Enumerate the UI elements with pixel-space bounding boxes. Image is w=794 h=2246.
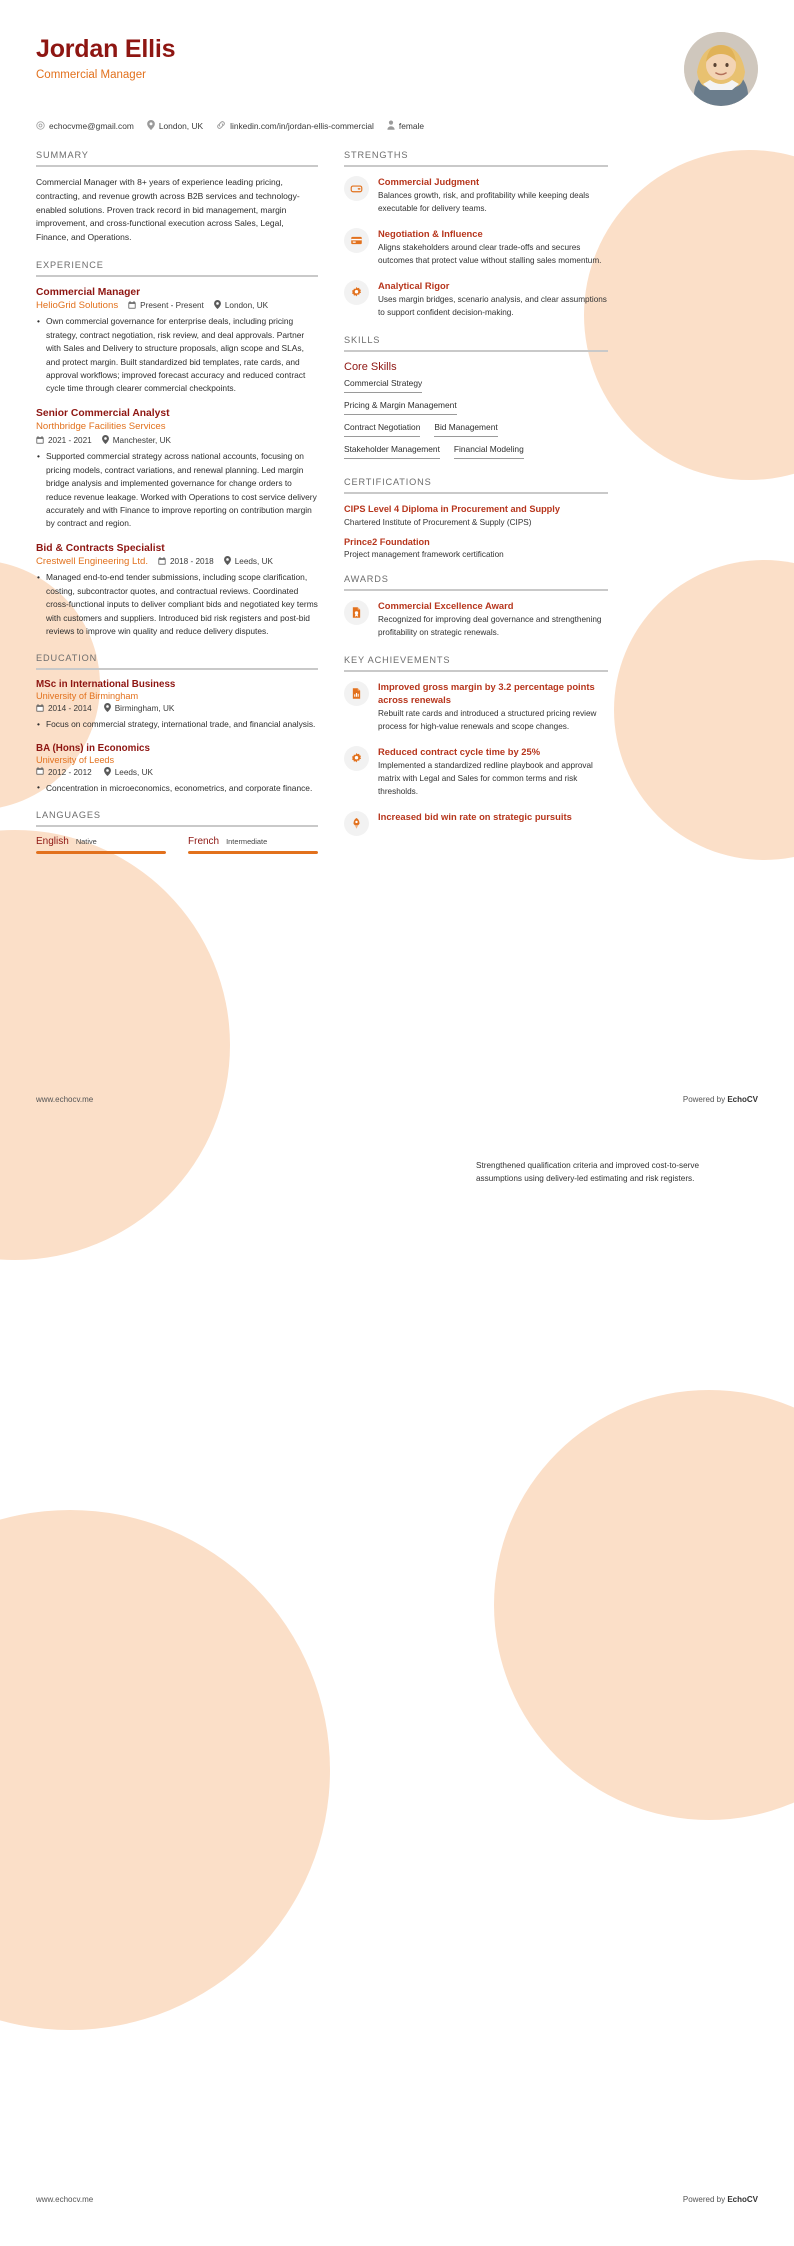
footer-site[interactable]: www.echocv.me (36, 2195, 94, 2204)
job-bullets (36, 450, 318, 531)
certification-org: Project management framework certification (344, 550, 504, 560)
avatar (684, 32, 758, 106)
job-location: London, UK (214, 300, 268, 311)
education-degree: BA (Hons) in Economics (36, 742, 150, 754)
skill-tag: Pricing & Margin Management (344, 400, 457, 415)
wallet-icon (344, 176, 369, 201)
certification-name: CIPS Level 4 Diploma in Procurement and Supply (344, 504, 560, 515)
skill-tag: Bid Management (434, 422, 497, 437)
section-experience (36, 260, 318, 639)
chart-file-icon (344, 681, 369, 706)
strength-title: Negotiation & Influence (378, 228, 483, 240)
divider (344, 350, 608, 352)
location-icon (214, 300, 221, 311)
job-location: Leeds, UK (224, 556, 273, 567)
list-item: • Own commercial governance for enterprise deals, including pricing strategy, contract negotiation, risk review, and deal approvals. Partner with Sales and Delivery to structure proposals, align scope and SLAs, and protect margin. Built standardized bid templates, rate cards, and approval workflows; improved forecast accuracy and reduced contract cycle time through clearer commercial checkpoints. (36, 315, 318, 396)
skill-row (344, 378, 608, 396)
contact-bar (0, 106, 794, 132)
location-icon (147, 120, 155, 132)
contact-email[interactable] (36, 121, 134, 132)
achievement-title: Improved gross margin by 3.2 percentage points across renewals (378, 681, 595, 705)
divider (344, 589, 608, 591)
strength-desc: Balances growth, risk, and profitability while keeping deals executable for delivery teams. (378, 191, 590, 214)
section-title-languages: LANGUAGES (36, 810, 101, 821)
decorative-blob (494, 1390, 794, 1820)
education-bullets (36, 718, 318, 731)
job-company: Crestwell Engineering Ltd. (36, 556, 148, 568)
award-icon (344, 600, 369, 625)
section-skills (344, 335, 608, 462)
education-bullets (36, 782, 318, 795)
achievement-title: Reduced contract cycle time by 25% (378, 745, 541, 757)
list-item: • Supported commercial strategy across national accounts, focusing on pricing models, contract variations, and renewal planning. Led margin bridge analysis and implemented governance for change orders to reduce revenue leakage. Worked with Operations to cost service delivery accurately and with Finance to improve reporting on contribution margin by contract and region. (36, 450, 318, 531)
education-degree: MSc in International Business (36, 679, 176, 691)
experience-item (36, 286, 318, 396)
section-title-summary: SUMMARY (36, 150, 89, 160)
contact-gender (387, 120, 424, 132)
certification-name: Prince2 Foundation (344, 536, 430, 547)
job-company: HelioGrid Solutions (36, 300, 119, 312)
person-icon (387, 120, 395, 132)
achievement-item (344, 746, 608, 799)
language-progress-fill (36, 851, 166, 853)
achievement-title: Increased bid win rate on strategic pursuits (378, 810, 572, 822)
section-title-awards: AWARDS (344, 574, 389, 585)
contact-linkedin-text: linkedin.com/in/jordan-ellis-commercial (230, 121, 374, 131)
section-languages (36, 810, 318, 853)
strength-desc: Uses margin bridges, scenario analysis, and clear assumptions to support confident decision-making. (378, 295, 607, 318)
education-school: University of Birmingham (36, 691, 139, 702)
divider (36, 825, 318, 827)
resume-header (0, 0, 794, 106)
calendar-icon (36, 704, 44, 714)
skill-row (344, 400, 608, 418)
contact-location (147, 120, 203, 132)
education-item (36, 743, 318, 795)
divider (344, 670, 608, 672)
section-summary (36, 150, 318, 245)
page-footer (36, 2195, 758, 2204)
left-column (36, 150, 318, 869)
achievement-overflow-text: Strengthened qualification criteria and improved cost-to-serve assumptions using delivery-led estimating and risk registers. (476, 1161, 699, 1183)
decorative-blob (0, 1510, 330, 2030)
calendar-icon (36, 436, 44, 446)
contact-location-text: London, UK (158, 121, 204, 131)
contact-linkedin[interactable] (216, 120, 374, 132)
section-certifications (344, 477, 608, 559)
section-title-skills: SKILLS (344, 335, 381, 346)
job-company: Northbridge Facilities Services (36, 421, 166, 433)
award-item (344, 600, 608, 640)
rocket-icon (344, 811, 369, 836)
achievement-desc: Implemented a standardized redline playbook and approval matrix with Legal and Sales for common terms and risk thresholds. (378, 760, 593, 796)
certification-org: Chartered Institute of Procurement & Supply (CIPS) (344, 517, 532, 527)
section-title-certifications: CERTIFICATIONS (344, 477, 432, 488)
footer-powered: Powered by EchoCV (682, 1095, 758, 1104)
job-title: Senior Commercial Analyst (36, 407, 170, 419)
education-location: Leeds, UK (104, 767, 153, 778)
job-dates: Present - Present (128, 301, 204, 311)
page-footer (36, 1095, 758, 1104)
gear-icon (344, 746, 369, 771)
summary-text: Commercial Manager with 8+ years of experience leading pricing, contracting, and revenue growth across B2B services and technology-enabled solutions. Proven track record in bid management, margin improvement, and cross-functional execution across Sales, Legal, Finance, and Operations. (36, 177, 300, 243)
job-title: Bid & Contracts Specialist (36, 542, 165, 554)
location-icon (102, 435, 109, 446)
page-title: Jordan Ellis (36, 35, 176, 63)
card-icon (344, 228, 369, 253)
education-dates: 2012 - 2012 (36, 767, 92, 777)
job-bullets (36, 315, 318, 396)
job-bullets (36, 571, 318, 638)
skill-group-title: Core Skills (344, 361, 397, 374)
section-awards (344, 574, 608, 640)
link-icon (216, 120, 226, 132)
strength-desc: Aligns stakeholders around clear trade-offs and secures outcomes that protect value without stalling sales momentum. (378, 243, 602, 266)
calendar-icon (36, 767, 44, 777)
experience-item (36, 407, 318, 531)
job-dates: 2021 - 2021 (36, 436, 92, 446)
achievement-desc: Rebuilt rate cards and introduced a structured pricing review process for high-value renewals and scope changes. (378, 708, 597, 731)
contact-email-text: echocvme@gmail.com (49, 121, 134, 131)
language-progress-fill (188, 851, 318, 853)
gear-icon (344, 280, 369, 305)
section-strengths (344, 150, 608, 320)
job-dates: 2018 - 2018 (158, 557, 214, 567)
header-role: Commercial Manager (36, 68, 146, 81)
section-education (36, 653, 318, 795)
calendar-icon (128, 301, 136, 311)
decorative-blob (0, 830, 230, 1260)
language-progress-bar (188, 851, 318, 853)
achievement-item (344, 681, 608, 733)
skill-row (344, 422, 608, 440)
award-title: Commercial Excellence Award (378, 600, 514, 612)
footer-brand: EchoCV (727, 1095, 758, 1104)
section-title-experience: EXPERIENCE (36, 259, 104, 270)
footer-powered: Powered by EchoCV (682, 2195, 758, 2204)
language-item (36, 836, 166, 853)
education-dates: 2014 - 2014 (36, 704, 92, 714)
list-item: • Managed end-to-end tender submissions, including scope clarification, costing, subcontractor quotes, and contractual reviews. Coordinated cross-functional inputs to deliver compliant bids and negotiated key terms with customers and suppliers. Introduced bid risk registers and post-bid reviews to improve win quality and reduce delivery disputes. (36, 571, 318, 638)
job-location: Manchester, UK (102, 435, 171, 446)
skill-tag: Commercial Strategy (344, 378, 422, 393)
list-item: • Focus on commercial strategy, international trade, and financial analysis. (36, 718, 318, 731)
strength-item (344, 176, 608, 216)
footer-site[interactable]: www.echocv.me (36, 1095, 94, 1104)
education-item (36, 679, 318, 731)
certification-item (344, 503, 608, 526)
divider (344, 165, 608, 167)
language-item (188, 836, 318, 853)
section-title-strengths: STRENGTHS (344, 150, 409, 160)
footer-brand: EchoCV (727, 2195, 758, 2204)
certification-item (344, 536, 608, 559)
location-icon (104, 703, 111, 714)
language-level: Intermediate (226, 837, 268, 847)
skill-tag: Contract Negotiation (344, 422, 420, 437)
language-progress-bar (36, 851, 166, 853)
skill-tag: Financial Modeling (454, 444, 524, 459)
strength-title: Commercial Judgment (378, 176, 480, 187)
strength-title: Analytical Rigor (378, 280, 450, 292)
list-item: • Concentration in microeconomics, econometrics, and corporate finance. (36, 782, 318, 795)
calendar-icon (158, 557, 166, 567)
location-icon (224, 556, 231, 567)
section-achievements (344, 655, 608, 835)
education-location: Birmingham, UK (104, 703, 175, 714)
language-level: Native (75, 837, 97, 847)
strength-item (344, 280, 608, 320)
divider (36, 165, 318, 167)
section-title-education: EDUCATION (36, 653, 98, 664)
job-title: Commercial Manager (36, 286, 141, 298)
achievement-item (344, 811, 608, 836)
education-school: University of Leeds (36, 754, 115, 765)
skill-tag: Stakeholder Management (344, 444, 440, 459)
contact-gender-text: female (398, 121, 425, 131)
divider (36, 668, 318, 670)
email-icon (36, 121, 45, 132)
strength-item (344, 228, 608, 268)
language-name: French (188, 836, 220, 848)
award-desc: Recognized for improving deal governance and strengthening profitability on strategic renewals. (378, 615, 602, 638)
location-icon (104, 767, 111, 778)
right-column (344, 150, 608, 851)
experience-item (36, 542, 318, 639)
language-name: English (36, 836, 69, 848)
divider (36, 275, 318, 277)
section-title-achievements: KEY ACHIEVEMENTS (344, 655, 451, 666)
divider (344, 492, 608, 494)
skill-row (344, 444, 608, 462)
